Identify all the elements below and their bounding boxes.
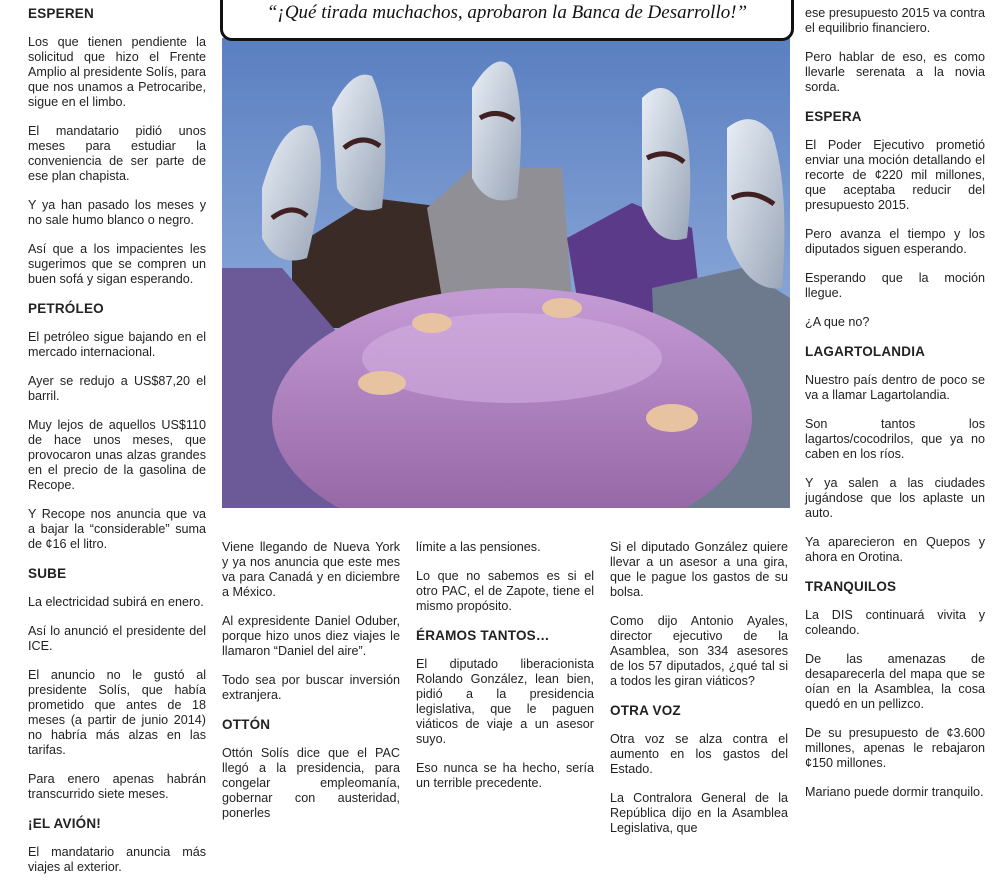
heading-tranquilos: TRANQUILOS [805, 579, 897, 594]
paragraph: ese presupuesto 2015 va contra el equilibrio financiero. [805, 6, 985, 35]
paragraph: El mandatario pidió unos meses para estudiar la conveniencia de ser parte de ese plan chapista. [28, 124, 206, 183]
paragraph: Ya aparecieron en Quepos y ahora en Orotina. [805, 535, 985, 564]
paragraph: Nuestro país dentro de poco se va a llamar Lagartolandia. [805, 373, 985, 402]
paragraph: Y ya salen a las ciudades jugándose que los aplaste un auto. [805, 476, 985, 520]
paragraph: Y ya han pasado los meses y no sale humo blanco o negro. [28, 198, 206, 227]
heading-el-avion: ¡EL AVIÓN! [28, 816, 102, 831]
paragraph: El petróleo sigue bajando en el mercado internacional. [28, 330, 206, 359]
paragraph: Pero avanza el tiempo y los diputados siguen esperando. [805, 227, 985, 256]
paragraph: Son tantos los lagartos/cocodrilos, que ya no caben en los ríos. [805, 417, 985, 461]
paragraph: La DIS continuará vivita y coleando. [805, 608, 985, 637]
paragraph: Muy lejos de aquellos US$110 de hace unos meses, que provocaron unas alzas grandes en el precio de la gasolina de Recope. [28, 418, 206, 492]
paragraph: Así que a los impacientes les sugerimos que se compren un buen sofá y sigan esperando. [28, 242, 206, 286]
heading-sube: SUBE [28, 566, 67, 581]
paragraph: Todo sea por buscar inversión extranjera. [222, 673, 400, 702]
heading-espera: ESPERA [805, 109, 862, 124]
paragraph: El Poder Ejecutivo prometió enviar una moción detallando el recorte de ¢220 mil millones, que aceptaba reducir del presupuesto 2015. [805, 138, 985, 212]
paragraph: límite a las pensiones. [416, 540, 541, 554]
paragraph: Lo que no sabemos es si el otro PAC, el de Zapote, tiene el mismo propósito. [416, 569, 594, 613]
column-1 [28, 6, 206, 889]
column-3 [416, 540, 594, 805]
paragraph: Mariano puede dormir tranquilo. [805, 785, 984, 799]
shark-board-meeting-illustration [222, 38, 790, 508]
heading-otra-voz: OTRA VOZ [610, 703, 681, 718]
heading-otton: OTTÓN [222, 717, 271, 732]
paragraph: La Contralora General de la República dijo en la Asamblea Legislativa, que [610, 791, 788, 835]
column-5 [805, 6, 985, 814]
paragraph: Esperando que la moción llegue. [805, 271, 985, 300]
paragraph: El diputado liberacionista Rolando González, lean bien, pidió a la presidencia legislativa, que le paguen viáticos de viaje a un asesor suyo. [416, 657, 594, 746]
paragraph: ¿A que no? [805, 315, 870, 329]
paragraph: Ayer se redujo a US$87,20 el barril. [28, 374, 206, 403]
column-2 [222, 540, 400, 835]
heading-eramos-tantos: ÉRAMOS TANTOS… [416, 628, 550, 643]
paragraph: El mandatario anuncia más viajes al exterior. [28, 845, 206, 874]
paragraph: De su presupuesto de ¢3.600 millones, apenas le rebajaron ¢150 millones. [805, 726, 985, 770]
caption-box [220, 0, 794, 41]
paragraph: Los que tienen pendiente la solicitud que hizo el Frente Amplio al presidente Solís, para que nos unamos a Petrocaribe, sigue en el limbo. [28, 35, 206, 109]
paragraph: Pero hablar de eso, es como llevarle serenata a la novia sorda. [805, 50, 985, 94]
column-4 [610, 540, 788, 850]
paragraph: Eso nunca se ha hecho, sería un terrible precedente. [416, 761, 594, 790]
paragraph: Viene llegando de Nueva York y ya nos anuncia que este mes va para Canadá y en diciembre a México. [222, 540, 400, 599]
paragraph: De las amenazas de desaparecerla del mapa que se oían en la Asamblea, la cosa quedó en un pellizco. [805, 652, 985, 711]
paragraph: Y Recope nos anuncia que va a bajar la “considerable” suma de ¢16 el litro. [28, 507, 206, 551]
paragraph: Como dijo Antonio Ayales, director ejecutivo de la Asamblea, son 334 asesores de los 57 diputados, ¿qué tal si a todos les giran viáticos? [610, 614, 788, 688]
paragraph: El anuncio no le gustó al presidente Solís, que había prometido que antes de 18 meses (a partir de junio 2014) no habría más alzas en las tarifas. [28, 668, 206, 757]
paragraph: Al expresidente Daniel Oduber, porque hizo unos diez viajes le llamaron “Daniel del aire”. [222, 614, 400, 658]
heading-esperen: ESPEREN [28, 6, 94, 21]
paragraph: La electricidad subirá en enero. [28, 595, 204, 609]
paragraph: Para enero apenas habrán transcurrido siete meses. [28, 772, 206, 801]
paragraph: Si el diputado González quiere llevar a un asesor a una gira, que le pague los gastos de su bolsa. [610, 540, 788, 599]
heading-petroleo: PETRÓLEO [28, 301, 104, 316]
heading-lagartolandia: LAGARTOLANDIA [805, 344, 926, 359]
paragraph: Otra voz se alza contra el aumento en los gastos del Estado. [610, 732, 788, 776]
paragraph: Ottón Solís dice que el PAC llegó a la presidencia, para congelar empleomanía, gobernar con austeridad, ponerles [222, 746, 400, 820]
paragraph: Así lo anunció el presidente del ICE. [28, 624, 206, 653]
photo-caption-quote: “¡Qué tirada muchachos, aprobaron la Banca de Desarrollo!” [266, 2, 748, 23]
